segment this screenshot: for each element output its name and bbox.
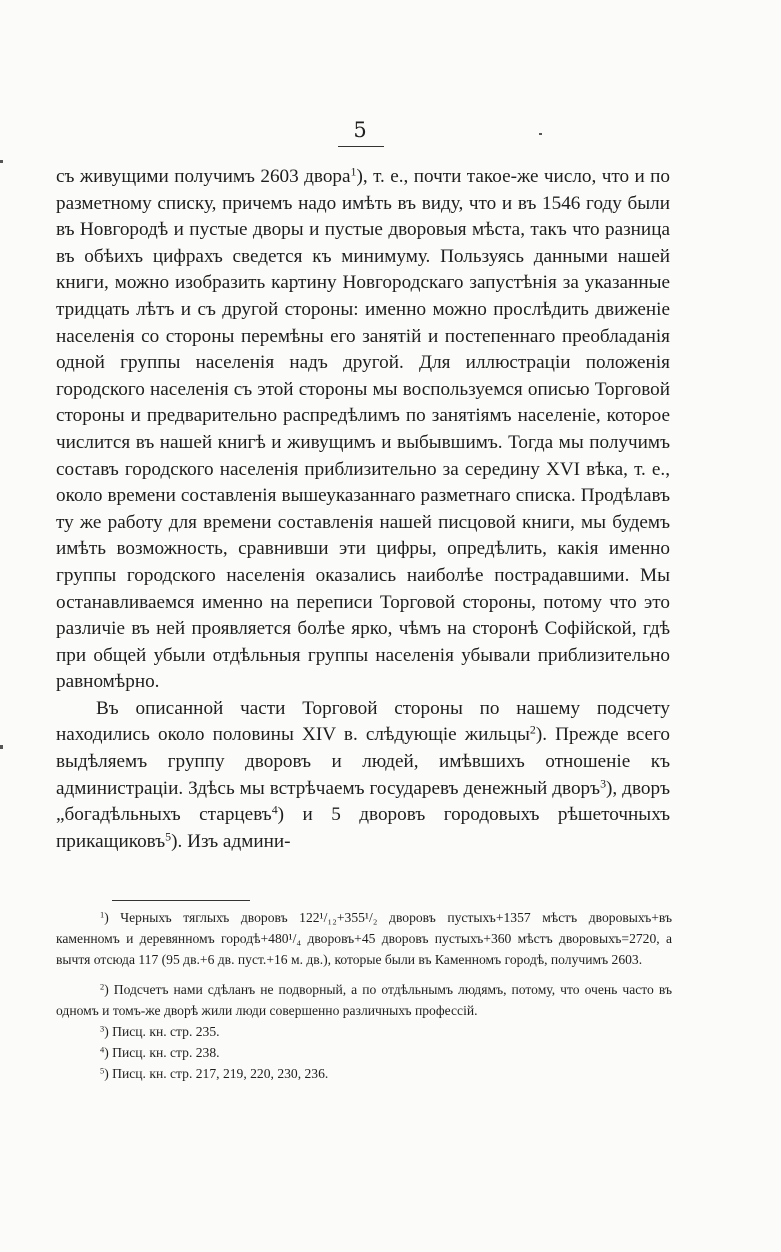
footnote: $^4$) Писц. кн. стр. 238.	[100, 1044, 220, 1060]
footnote-ref: 1	[350, 164, 357, 179]
footnote: $^5$) Писц. кн. стр. 217, 219, 220, 230, 236.	[100, 1065, 329, 1081]
paragraph: съ живущими получимъ 2603 двора$^1$), т. е., почти такое-же число, что и по разметному списку, причемъ надо имѣть въ виду, что и въ 1546 году были въ Новгородѣ и пустые дворы и пустые дворовыя мѣста, такъ что разница въ обѣихъ цифрахъ сведется къ минимуму. Пользуясь данными нашей книги, можно изобразить картину Новгородскаго запустѣнія за указанные тридцать лѣтъ и съ другой стороны: именно можно прослѣдить движеніе населенія со стороны перемѣны его занятій и постепеннаго преобладанія одной группы населенія надъ другой. Для иллюстраціи положенія городского населенія съ этой стороны мы воспользуемся описью Торговой стороны и предварительно распредѣлимъ по занятіямъ населеніе, которое числится въ нашей книгѣ и живущимъ и выбывшимъ. Тогда мы получимъ составъ городского населенія приблизительно за середину XVI вѣка, т. е., около времени составленія вышеуказаннаго разметнаго списка. Продѣлавъ ту же работу для времени составленія нашей писцовой книги, мы будемъ имѣть возможность, сравнивши эти цифры, опредѣлить, какія именно группы городского населенія оказались наиболѣе пострадавшими. Мы останавливаемся именно на переписи Торговой стороны, потому что это различіе въ ней проявляется болѣе ярко, чѣмъ на сторонѣ Софійской, гдѣ при общей убыли отдѣльныя группы населенія убывали приблизительно равномѣрно.	[56, 164, 670, 693]
footnotes	[56, 907, 672, 1084]
footnote-ref: 2	[529, 722, 536, 737]
main-text	[56, 164, 670, 855]
footnote-ref: 3	[600, 776, 607, 791]
footnote: $^2$) Подсчетъ нами сдѣланъ не подворный, а по отдѣльнымъ людямъ, потому, что очень часто въ одномъ и томъ-же дворѣ жили люди совершенно различныхъ профессій.	[56, 981, 672, 1018]
footnote: $^3$) Писц. кн. стр. 235.	[100, 1023, 220, 1039]
margin-mark	[0, 745, 3, 749]
footnote-ref: 5	[165, 829, 172, 844]
page-number-underline	[338, 146, 384, 147]
page-number: 5	[353, 118, 367, 142]
margin-mark	[539, 133, 542, 135]
footnote: $^1$) Черныхъ тяглыхъ дворовъ 122¹/₁₂+355¹/₂ дворовъ пустыхъ+1357 мѣстъ дворовыхъ+въ каменномъ и деревянномъ городѣ+480¹/₄ дворовъ+45 дворовъ пустыхъ+360 мѣстъ дворовыхъ=2720, а вычтя отсюда 117 (95 дв.+6 дв. пуст.+16 м. дв.), которые были въ Каменномъ городѣ, получимъ 2603.	[56, 909, 672, 967]
paragraph: Въ описанной части Торговой стороны по нашему подсчету находились около половины XIV в. слѣдующіе жильцы$^2$). Прежде всего выдѣляемъ группу дворовъ и людей, имѣвшихъ отношеніе къ администраціи. Здѣсь мы встрѣчаемъ государевъ денежный дворъ$^3$), дворъ „богадѣльныхъ старцевъ$^4$) и 5 дворовъ городовыхъ рѣшеточныхъ прикащиковъ$^5$). Изъ админи-	[56, 697, 670, 852]
footnote-divider	[112, 900, 250, 901]
footnote-ref: 4	[271, 802, 278, 817]
margin-mark	[0, 160, 3, 163]
